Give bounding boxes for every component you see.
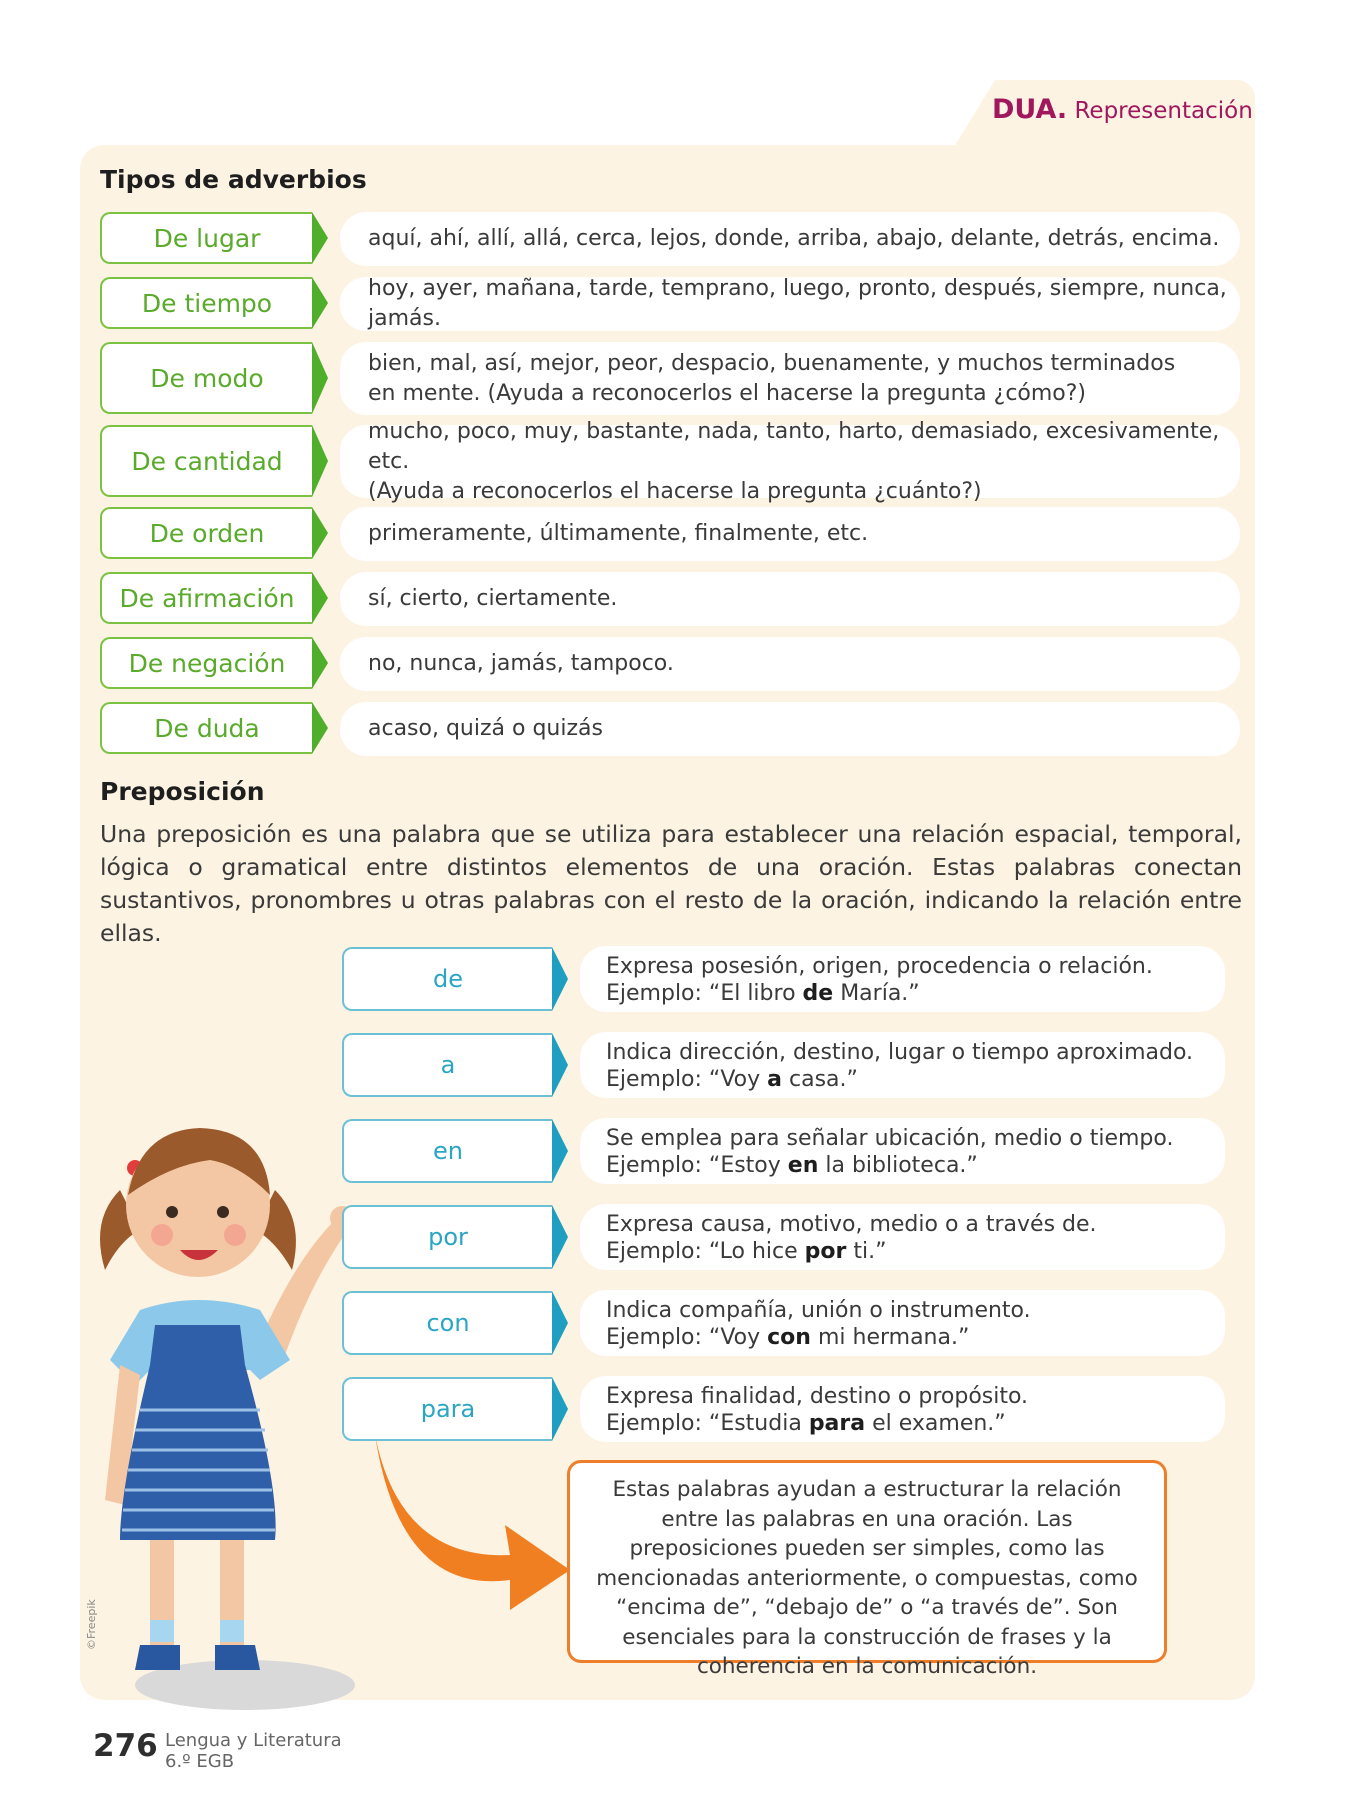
adverb-examples: primeramente, últimamente, finalmente, etc. — [340, 507, 1240, 561]
preposition-description: Expresa causa, motivo, medio o a través de. Ejemplo: “Lo hice por ti.” — [580, 1204, 1225, 1270]
adverb-label: De duda — [100, 702, 312, 754]
preposition-description: Expresa posesión, origen, procedencia o relación. Ejemplo: “El libro de María.” — [580, 946, 1225, 1012]
adverb-examples: hoy, ayer, mañana, tarde, temprano, luego, pronto, después, siempre, nunca, jamás. — [340, 277, 1240, 331]
footer-subject: Lengua y Literatura — [165, 1730, 342, 1751]
adverb-examples: mucho, poco, muy, bastante, nada, tanto, harto, demasiado, excesivamente, etc. (Ayuda a reconocerlos el hacerse la pregunta ¿cuánto?) — [340, 425, 1240, 498]
preposition-label: para — [342, 1377, 552, 1441]
footer-grade: 6.º EGB — [165, 1751, 235, 1772]
header-label — [992, 94, 1253, 125]
adverb-label: De lugar — [100, 212, 312, 264]
adverb-examples: aquí, ahí, allí, allá, cerca, lejos, donde, arriba, abajo, delante, detrás, encima. — [340, 212, 1240, 266]
adverb-label: De cantidad — [100, 425, 312, 497]
adverb-examples: acaso, quizá o quizás — [340, 702, 1240, 756]
adverb-label: De negación — [100, 637, 312, 689]
header-section: Representación — [1074, 98, 1253, 124]
adverb-examples: no, nunca, jamás, tampoco. — [340, 637, 1240, 691]
adverb-label: De afirmación — [100, 572, 312, 624]
page-number: 276 — [93, 1728, 158, 1764]
preposition-label: a — [342, 1033, 552, 1097]
adverb-label: De orden — [100, 507, 312, 559]
adverb-label: De tiempo — [100, 277, 312, 329]
preposition-description: Indica compañía, unión o instrumento. Ejemplo: “Voy con mi hermana.” — [580, 1290, 1225, 1356]
adverb-label: De modo — [100, 342, 312, 414]
adverb-examples: sí, cierto, ciertamente. — [340, 572, 1240, 626]
preposition-title: Preposición — [100, 777, 265, 806]
adverb-examples: bien, mal, así, mejor, peor, despacio, buenamente, y muchos terminados en mente. (Ayuda a reconocerlos el hacerse la pregunta ¿cómo?) — [340, 342, 1240, 415]
orange-arrow-icon — [370, 1430, 580, 1610]
preposition-description: Se emplea para señalar ubicación, medio o tiempo. Ejemplo: “Estoy en la biblioteca.” — [580, 1118, 1225, 1184]
adverbs-title: Tipos de adverbios — [100, 165, 367, 194]
header-brand: DUA. — [992, 94, 1068, 125]
preposition-label: en — [342, 1119, 552, 1183]
image-credit: ©Freepik — [85, 1599, 98, 1650]
note-box: Estas palabras ayudan a estructurar la relación entre las palabras en una oración. Las preposiciones pueden ser simples, como las mencionadas anteriormente, o compuestas, como “encima de”, “debajo de” o “a través de”. Son esenciales para la construcción de frases y la coherencia en la comunicación. — [567, 1460, 1167, 1663]
preposition-description: Indica dirección, destino, lugar o tiempo aproximado. Ejemplo: “Voy a casa.” — [580, 1032, 1225, 1098]
preposition-paragraph: Una preposición es una palabra que se utiliza para establecer una relación espacial, temporal, lógica o gramatical entre distintos elementos de una oración. Estas palabras conectan sustantivos, pronombres u otras palabras con el resto de la oración, indicando la relación entre ellas. — [100, 820, 1242, 947]
preposition-label: por — [342, 1205, 552, 1269]
preposition-label: con — [342, 1291, 552, 1355]
preposition-label: de — [342, 947, 552, 1011]
preposition-description: Expresa finalidad, destino o propósito. Ejemplo: “Estudia para el examen.” — [580, 1376, 1225, 1442]
